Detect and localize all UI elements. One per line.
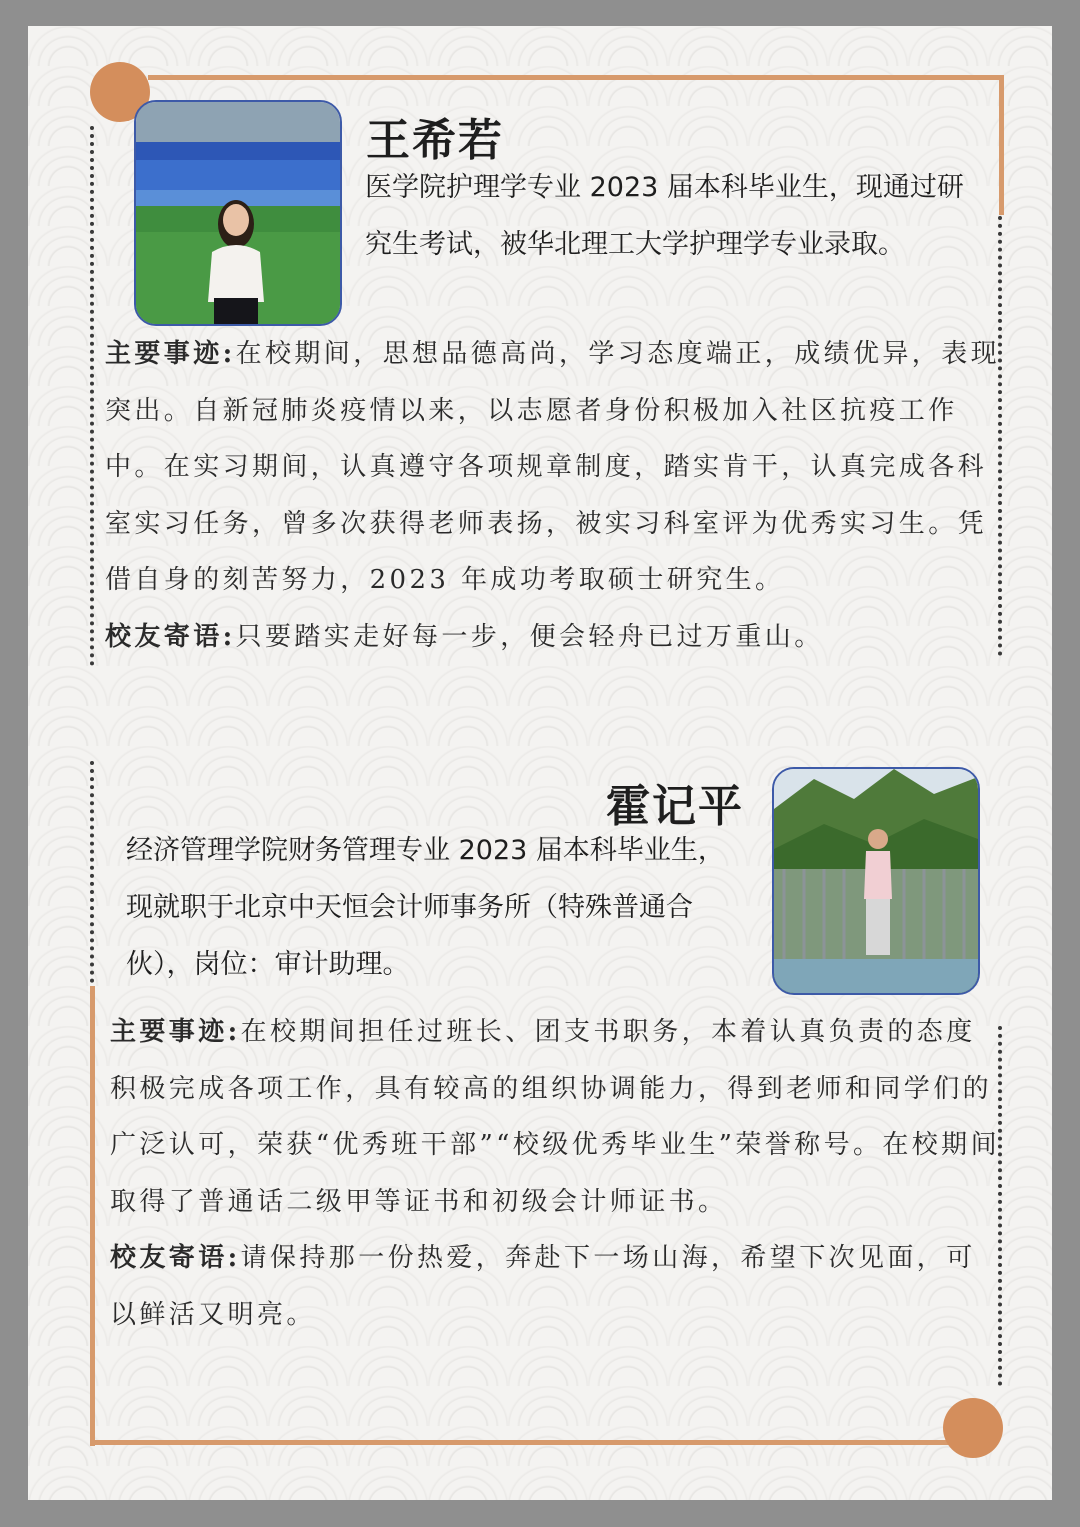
message-content-1: 只要踏实走好每一步，便会轻舟已过万重山。 (235, 621, 824, 652)
deeds-content-2: 在校期间担任过班长、团支书职务，本着认真负责的态度积极完成各项工作，具有较高的组织协调能力，得到老师和同学们的广泛认可，荣获“优秀班干部”“校级优秀毕业生”荣誉称号。在校期间取得了普通话二级甲等证书和初级会计师证书。 (110, 1017, 1000, 1217)
bottom-right-decor-circle (943, 1398, 1003, 1458)
profile-photo-1 (134, 100, 342, 326)
photo-mountain-graphic (774, 769, 978, 993)
deeds-label-1: 主要事迹: (105, 339, 236, 369)
message-label-1: 校友寄语: (105, 621, 236, 652)
profile-intro-2: 经济管理学院财务管理专业 2023 届本科毕业生，现就职于北京中天恒会计师事务所（特殊普通合伙），岗位：审计助理。 (126, 835, 725, 980)
left-dotted-line-bottom (90, 761, 94, 991)
top-right-orange-vertical (999, 75, 1004, 215)
message-content-2: 请保持那一份热爱，奔赴下一场山海，希望下次见面，可以鲜活又明亮。 (110, 1243, 976, 1330)
left-dotted-line-top (90, 126, 94, 666)
top-orange-line (148, 75, 1003, 80)
deeds-content-1: 在校期间，思想品德高尚，学习态度端正，成绩优异，表现突出。自新冠肺炎疫情以来，以志愿者身份积极加入社区抗疫工作中。在实习期间，认真遵守各项规章制度，踏实肯干，认真完成各科室实习任务，曾多次获得老师表扬，被实习科室评为优秀实习生。凭借自身的刻苦努力，2023 年成功考取硕士研究生。 (105, 339, 1001, 595)
paper-background (28, 26, 1052, 1500)
photo-stadium-graphic (136, 102, 340, 324)
profile-name-2: 霍记平 (606, 781, 744, 832)
profile-deeds-2 (110, 1004, 1000, 1343)
deeds-label-2: 主要事迹: (110, 1017, 241, 1047)
message-label-2: 校友寄语: (110, 1243, 241, 1273)
bottom-left-orange-vertical (90, 986, 95, 1446)
profile-intro-1: 医学院护理学专业 2023 届本科毕业生，现通过研究生考试，被华北理工大学护理学专业录取。 (365, 172, 964, 260)
profile-deeds-1 (105, 326, 1005, 665)
profile-name-1: 王希若 (366, 115, 504, 166)
bottom-orange-line (90, 1440, 960, 1445)
profile-photo-2 (772, 767, 980, 995)
